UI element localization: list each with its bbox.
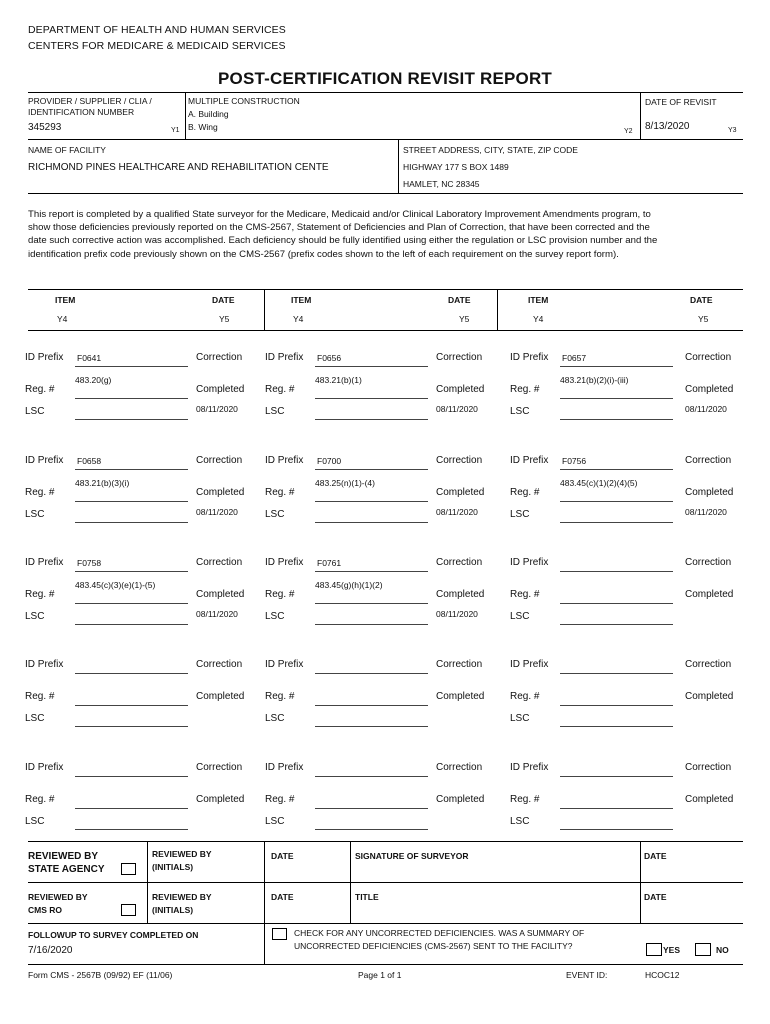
lsc-label: LSC: [510, 713, 530, 724]
uncorrected-label-2: UNCORRECTED DEFICIENCIES (CMS-2567) SENT TO THE FACILITY?: [294, 941, 573, 951]
reg-label: Reg. #: [25, 589, 55, 600]
correction-label: Correction: [685, 352, 732, 363]
page-number: Page 1 of 1: [358, 970, 402, 980]
item-code: Y4: [533, 314, 544, 324]
lsc-label: LSC: [25, 406, 45, 417]
lsc-label: LSC: [265, 611, 285, 622]
correction-label: Correction: [436, 762, 483, 773]
correction-label: Correction: [685, 557, 732, 568]
reg-value: 483.45(c)(3)(e)(1)-(5): [75, 580, 156, 590]
uncorrected-checkbox[interactable]: [272, 928, 287, 940]
signature-date-label: DATE: [644, 851, 667, 861]
reg-value: 483.20(g): [75, 375, 112, 385]
reg-label: Reg. #: [265, 384, 295, 395]
completed-label: Completed: [196, 794, 245, 805]
no-checkbox[interactable]: [695, 943, 711, 956]
lsc-label: LSC: [265, 816, 285, 827]
completed-date: 08/11/2020: [685, 507, 727, 517]
item-code: Y4: [57, 314, 68, 324]
yes-label: YES: [663, 945, 681, 955]
reg-value: 483.25(n)(1)-(4): [315, 478, 375, 488]
state-agency-label-2: STATE AGENCY: [28, 864, 105, 875]
completed-label: Completed: [196, 691, 245, 702]
completed-label: Completed: [196, 384, 245, 395]
lsc-label: LSC: [510, 509, 530, 520]
id-prefix-label: ID Prefix: [25, 557, 64, 568]
title-label: TITLE: [355, 892, 379, 902]
reg-label: Reg. #: [25, 384, 55, 395]
event-id-label: EVENT ID:: [566, 970, 608, 980]
reg-value: 483.45(g)(h)(1)(2): [315, 580, 383, 590]
correction-label: Correction: [436, 659, 483, 670]
correction-label: Correction: [196, 455, 243, 466]
id-prefix-label: ID Prefix: [510, 659, 549, 670]
lsc-label: LSC: [265, 713, 285, 724]
correction-label: Correction: [196, 557, 243, 568]
lsc-label: LSC: [265, 406, 285, 417]
reg-label: Reg. #: [25, 487, 55, 498]
agency-line-2: CENTERS FOR MEDICARE & MEDICAID SERVICES: [28, 40, 286, 52]
id-prefix-value: F0657: [562, 353, 587, 363]
date-code: Y5: [698, 314, 709, 324]
item-header: ITEM: [291, 295, 312, 305]
id-prefix-label: ID Prefix: [25, 455, 64, 466]
reg-label: Reg. #: [25, 794, 55, 805]
lsc-label: LSC: [25, 816, 45, 827]
completed-label: Completed: [685, 384, 734, 395]
id-prefix-label: ID Prefix: [510, 352, 549, 363]
completed-label: Completed: [685, 794, 734, 805]
revisit-code: Y3: [728, 127, 737, 134]
reg-value: 483.21(b)(1): [315, 375, 362, 385]
cms-ro-label-1: REVIEWED BY: [28, 892, 88, 902]
id-prefix-value: F0756: [562, 456, 587, 466]
facility-label: NAME OF FACILITY: [28, 145, 106, 155]
id-prefix-value: F0658: [77, 456, 102, 466]
reg-label: Reg. #: [510, 487, 540, 498]
followup-label: FOLLOWUP TO SURVEY COMPLETED ON: [28, 930, 199, 940]
id-prefix-value: F0641: [77, 353, 102, 363]
id-prefix-label: ID Prefix: [510, 557, 549, 568]
item-header: ITEM: [55, 295, 76, 305]
date-header: DATE: [690, 295, 713, 305]
provider-code: Y1: [171, 127, 180, 134]
lsc-label: LSC: [25, 713, 45, 724]
reg-label: Reg. #: [510, 589, 540, 600]
item-header: ITEM: [528, 295, 549, 305]
signature-label: SIGNATURE OF SURVEYOR: [355, 851, 469, 861]
address-line-1: HIGHWAY 177 S BOX 1489: [403, 162, 509, 172]
provider-label-1: PROVIDER / SUPPLIER / CLIA /: [28, 96, 152, 106]
reg-value: 483.45(c)(1)(2)(4)(5): [560, 478, 638, 488]
id-prefix-label: ID Prefix: [25, 762, 64, 773]
id-prefix-value: F0761: [317, 558, 342, 568]
reg-value: 483.21(b)(3)(i): [75, 478, 130, 488]
reg-label: Reg. #: [510, 794, 540, 805]
completed-date: 08/11/2020: [685, 404, 727, 414]
lsc-label: LSC: [25, 509, 45, 520]
reg-label: Reg. #: [265, 487, 295, 498]
id-prefix-label: ID Prefix: [265, 455, 304, 466]
correction-label: Correction: [436, 352, 483, 363]
id-prefix-label: ID Prefix: [265, 762, 304, 773]
correction-label: Correction: [685, 762, 732, 773]
address-label: STREET ADDRESS, CITY, STATE, ZIP CODE: [403, 145, 578, 155]
date-header: DATE: [448, 295, 471, 305]
correction-label: Correction: [196, 762, 243, 773]
id-prefix-value: F0758: [77, 558, 102, 568]
provider-number: 345293: [28, 122, 62, 133]
id-prefix-label: ID Prefix: [510, 762, 549, 773]
completed-label: Completed: [685, 487, 734, 498]
correction-label: Correction: [196, 659, 243, 670]
completed-date: 08/11/2020: [196, 507, 238, 517]
date-code: Y5: [219, 314, 230, 324]
title-date-label: DATE: [644, 892, 667, 902]
completed-date: 08/11/2020: [196, 404, 238, 414]
event-id-value: HCOC12: [645, 970, 680, 980]
lsc-label: LSC: [265, 509, 285, 520]
address-line-2: HAMLET, NC 28345: [403, 179, 480, 189]
construction-building: A. Building: [188, 109, 229, 119]
construction-wing: B. Wing: [188, 122, 218, 132]
lsc-label: LSC: [510, 816, 530, 827]
date-header: DATE: [212, 295, 235, 305]
construction-label: MULTIPLE CONSTRUCTION: [188, 96, 300, 106]
reg-label: Reg. #: [510, 384, 540, 395]
completed-label: Completed: [685, 691, 734, 702]
correction-label: Correction: [685, 659, 732, 670]
completed-label: Completed: [196, 589, 245, 600]
reg-label: Reg. #: [265, 691, 295, 702]
completed-date: 08/11/2020: [436, 609, 478, 619]
id-prefix-label: ID Prefix: [265, 557, 304, 568]
lsc-label: LSC: [510, 611, 530, 622]
completed-date: 08/11/2020: [436, 507, 478, 517]
correction-label: Correction: [685, 455, 732, 466]
facility-name: RICHMOND PINES HEALTHCARE AND REHABILITATION CENTE: [28, 162, 329, 173]
form-number: Form CMS - 2567B (09/92) EF (11/06): [28, 970, 173, 980]
reg-label: Reg. #: [265, 589, 295, 600]
state-agency-checkbox[interactable]: [121, 863, 136, 875]
id-prefix-label: ID Prefix: [25, 659, 64, 670]
reg-label: Reg. #: [510, 691, 540, 702]
completed-label: Completed: [685, 589, 734, 600]
correction-label: Correction: [196, 352, 243, 363]
id-prefix-label: ID Prefix: [25, 352, 64, 363]
completed-label: Completed: [196, 487, 245, 498]
lsc-label: LSC: [25, 611, 45, 622]
completed-label: Completed: [436, 487, 485, 498]
state-initials-label-2: (INITIALS): [152, 862, 194, 872]
correction-label: Correction: [436, 557, 483, 568]
no-label: NO: [716, 945, 729, 955]
correction-label: Correction: [436, 455, 483, 466]
state-agency-label-1: REVIEWED BY: [28, 851, 99, 862]
cms-ro-checkbox[interactable]: [121, 904, 136, 916]
cms-date-label: DATE: [271, 892, 294, 902]
reg-label: Reg. #: [25, 691, 55, 702]
yes-checkbox[interactable]: [646, 943, 662, 956]
cms-initials-label-2: (INITIALS): [152, 905, 194, 915]
construction-code: Y2: [624, 128, 633, 135]
provider-label-2: IDENTIFICATION NUMBER: [28, 107, 135, 117]
completed-date: 08/11/2020: [436, 404, 478, 414]
reg-value: 483.21(b)(2)(i)-(iii): [560, 375, 629, 385]
date-code: Y5: [459, 314, 470, 324]
id-prefix-label: ID Prefix: [510, 455, 549, 466]
id-prefix-label: ID Prefix: [265, 352, 304, 363]
item-code: Y4: [293, 314, 304, 324]
completed-label: Completed: [436, 691, 485, 702]
cms-ro-label-2: CMS RO: [28, 905, 62, 915]
uncorrected-label-1: CHECK FOR ANY UNCORRECTED DEFICIENCIES. WAS A SUMMARY OF: [294, 928, 585, 938]
id-prefix-value: F0656: [317, 353, 342, 363]
completed-label: Completed: [436, 384, 485, 395]
lsc-label: LSC: [510, 406, 530, 417]
completed-date: 08/11/2020: [196, 609, 238, 619]
state-date-label: DATE: [271, 851, 294, 861]
reg-label: Reg. #: [265, 794, 295, 805]
completed-label: Completed: [436, 794, 485, 805]
form-title: POST-CERTIFICATION REVISIT REPORT: [217, 69, 553, 88]
id-prefix-label: ID Prefix: [265, 659, 304, 670]
revisit-label: DATE OF REVISIT: [645, 97, 717, 107]
agency-line-1: DEPARTMENT OF HEALTH AND HUMAN SERVICES: [28, 24, 286, 36]
instructions-paragraph: This report is completed by a qualified State surveyor for the Medicare, Medicaid and/or Clinical Laboratory Improvement Amendments program, to show those deficiencies previously reported on the CMS-2567, Statement of Deficiencies and Plan of Correction, that have been corrected and the date such corrective action was accomplished. Each deficiency should be fully identified using either the regulation or LSC provision number and the identification prefix code previously shown on the CMS-2567 (prefix codes shown to the left of each requirement on the survey report form).: [28, 209, 658, 260]
state-initials-label-1: REVIEWED BY: [152, 849, 212, 859]
revisit-date: 8/13/2020: [645, 121, 690, 132]
id-prefix-value: F0700: [317, 456, 342, 466]
cms-initials-label-1: REVIEWED BY: [152, 892, 212, 902]
followup-date: 7/16/2020: [28, 945, 73, 956]
completed-label: Completed: [436, 589, 485, 600]
